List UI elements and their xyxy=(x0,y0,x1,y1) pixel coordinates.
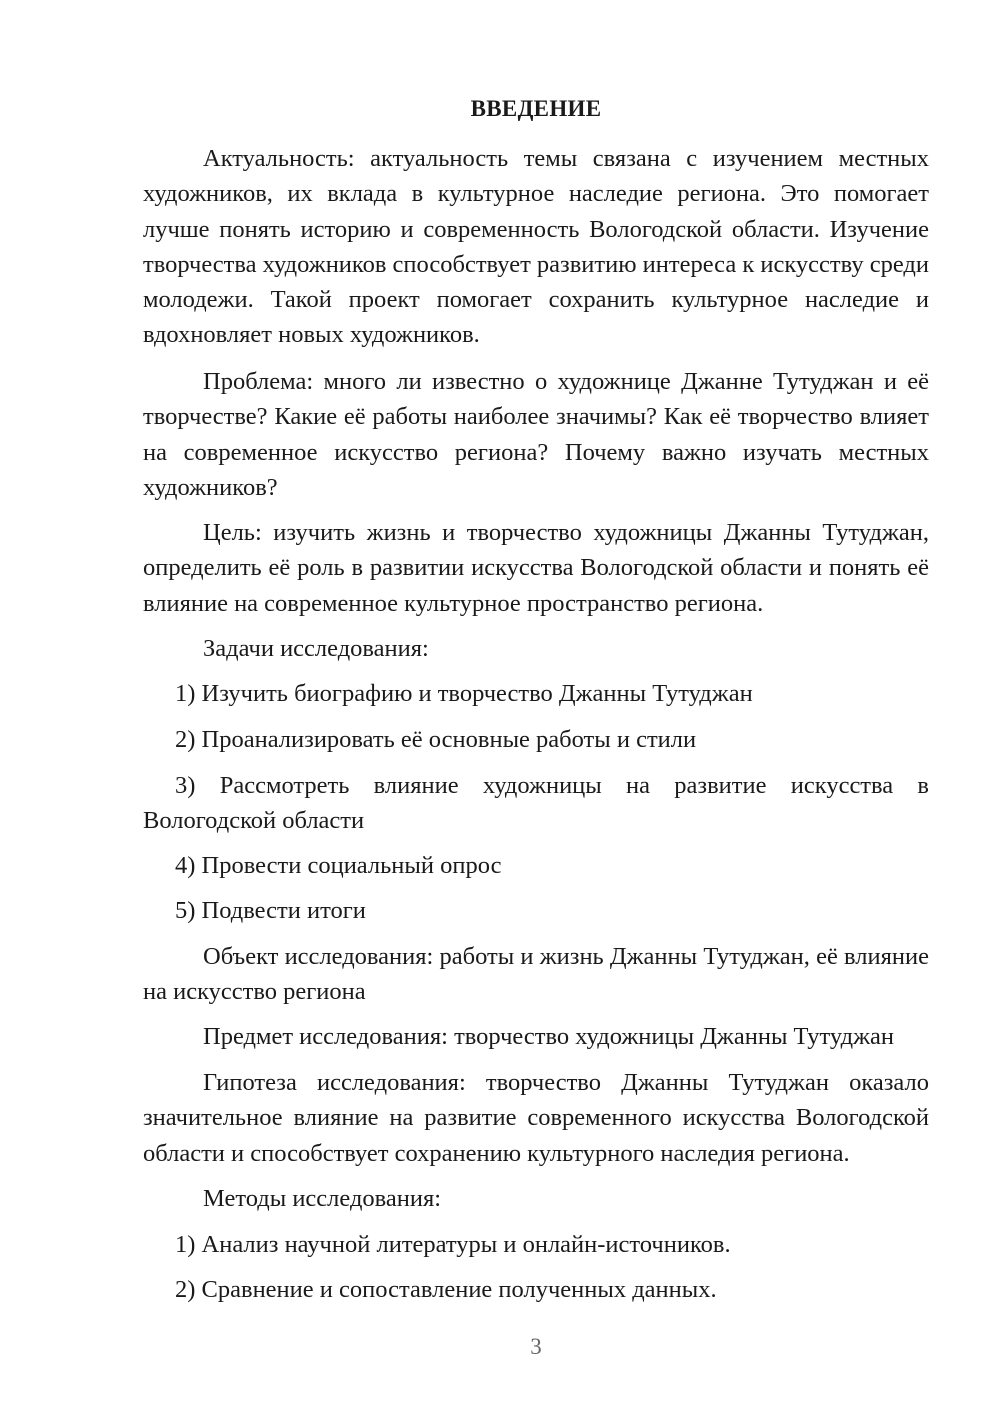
task-item-5: 5) Подвести итоги xyxy=(175,897,366,924)
subject-paragraph: Предмет исследования: творчество художницы Джанны Тутуджан xyxy=(203,1023,894,1050)
page-number: 3 xyxy=(530,1334,542,1359)
method-item-1: 1) Анализ научной литературы и онлайн-источников. xyxy=(175,1231,731,1258)
method-item-2: 2) Сравнение и сопоставление полученных данных. xyxy=(175,1276,717,1303)
task-item-3: 3) Рассмотреть влияние художницы на развитие искусства в Вологодской области xyxy=(143,772,929,835)
problem-paragraph: Проблема: много ли известно о художнице Джанне Тутуджан и её творчестве? Какие её работы наиболее значимы? Как её творчество влияет на современное искусство региона? Почему важно изучать местных художников? xyxy=(143,368,929,501)
section-title: ВВЕДЕНИЕ xyxy=(470,96,602,121)
task-item-2: 2) Проанализировать её основные работы и стили xyxy=(175,726,697,753)
tasks-heading: Задачи исследования: xyxy=(203,635,429,662)
task-item-1: 1) Изучить биографию и творчество Джанны Тутуджан xyxy=(175,680,753,707)
object-paragraph: Объект исследования: работы и жизнь Джанны Тутуджан, её влияние на искусство региона xyxy=(143,943,929,1006)
goal-paragraph: Цель: изучить жизнь и творчество художницы Джанны Тутуджан, определить её роль в развитии искусства Вологодской области и понять её влияние на современное культурное пространство региона. xyxy=(143,519,929,617)
methods-heading: Методы исследования: xyxy=(203,1185,442,1212)
task-item-4: 4) Провести социальный опрос xyxy=(175,852,502,879)
hypothesis-paragraph: Гипотеза исследования: творчество Джанны Тутуджан оказало значительное влияние на развитие современного искусства Вологодской области и способствует сохранению культурного наследия региона. xyxy=(143,1069,929,1167)
relevance-paragraph: Актуальность: актуальность темы связана с изучением местных художников, их вклада в культурное наследие региона. Это помогает лучше понять историю и современность Вологодской области. Изучение творчества художников способствует развитию интереса к искусству среди молодежи. Такой проект помогает сохранить культурное наследие и вдохновляет новых художников. xyxy=(143,145,929,349)
